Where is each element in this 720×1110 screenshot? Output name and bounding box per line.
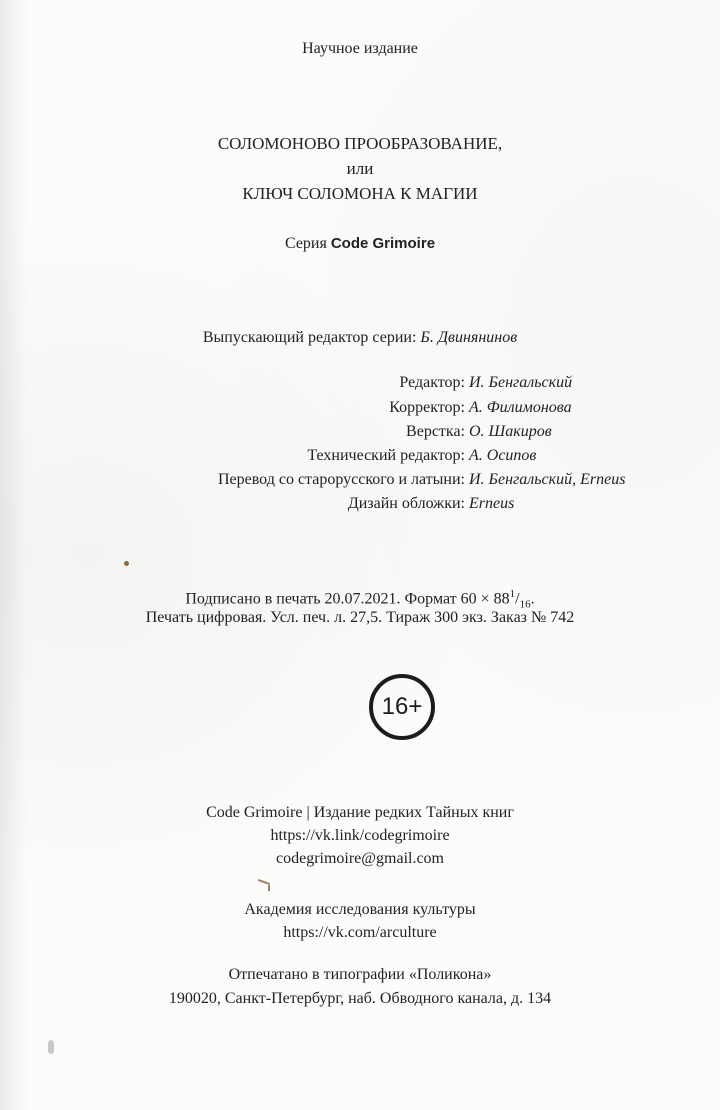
credit-row — [0, 420, 720, 444]
credit-row — [0, 371, 720, 395]
printer-address: 190020, Санкт-Петербург, наб. Обводного канала, д. 134 — [168, 990, 552, 1007]
paper-scratch — [268, 885, 270, 891]
series-editor-name: Б. Двинянинов — [420, 329, 518, 346]
credit-label: Верстка: — [406, 423, 465, 440]
print-signed-text: Подписано в печать 20.07.2021. Формат 60 × 88 — [185, 590, 510, 608]
series-name: Code Grimoire — [330, 235, 436, 252]
credit-row — [0, 396, 720, 420]
credit-row — [0, 492, 720, 516]
series-editor-label: Выпускающий редактор серии: — [202, 329, 417, 346]
credit-label: Дизайн обложки: — [347, 495, 465, 512]
age-rating-text: 16+ — [381, 693, 423, 720]
credit-row — [0, 444, 720, 468]
publisher-url: https://vk.link/codegrimoire — [270, 827, 450, 844]
publisher-line: Code Grimoire | Издание редких Тайных книг — [206, 804, 514, 821]
academy-name: Академия исследования культуры — [244, 901, 476, 918]
credit-name: А. Филимонова — [469, 399, 572, 416]
credit-label: Редактор: — [399, 374, 465, 391]
academy-url: https://vk.com/arculture — [283, 924, 437, 941]
credit-row — [0, 468, 720, 492]
credit-name: А. Осипов — [469, 447, 537, 464]
series-editor-line — [0, 327, 720, 349]
printer-line: Отпечатано в типографии «Поликона» — [228, 966, 492, 983]
credit-label: Корректор: — [389, 399, 465, 416]
credit-label: Перевод со старорусского и латыни: — [217, 471, 465, 488]
credit-name: И. Бенгальский, Erneus — [469, 471, 626, 488]
paper-speck — [124, 561, 129, 566]
format-numerator: 1 — [509, 588, 516, 600]
print-details-line: Печать цифровая. Усл. печ. л. 27,5. Тираж 300 экз. Заказ № 742 — [145, 609, 575, 626]
title-line-2: или — [346, 159, 374, 178]
credit-name: О. Шакиров — [469, 423, 552, 440]
title-line-1: СОЛОМОНОВО ПРООБРАЗОВАНИЕ, — [217, 134, 503, 153]
publisher-email: codegrimoire@gmail.com — [275, 850, 444, 867]
credit-label: Технический редактор: — [307, 447, 465, 464]
print-signed-line: Подписано в печать 20.07.2021. Формат $60 \times 88^1/_{16}$. — [185, 588, 535, 611]
series-line — [0, 233, 720, 255]
format-denominator: 16 — [519, 598, 531, 611]
edition-type: Научное издание — [302, 40, 418, 57]
credit-name: И. Бенгальский — [469, 374, 573, 391]
title-line-3: КЛЮЧ СОЛОМОНА К МАГИИ — [242, 184, 478, 203]
credit-name: Erneus — [469, 495, 515, 512]
age-rating-badge — [369, 674, 435, 740]
series-prefix: Серия — [284, 235, 327, 252]
paper-speck — [48, 1040, 54, 1054]
